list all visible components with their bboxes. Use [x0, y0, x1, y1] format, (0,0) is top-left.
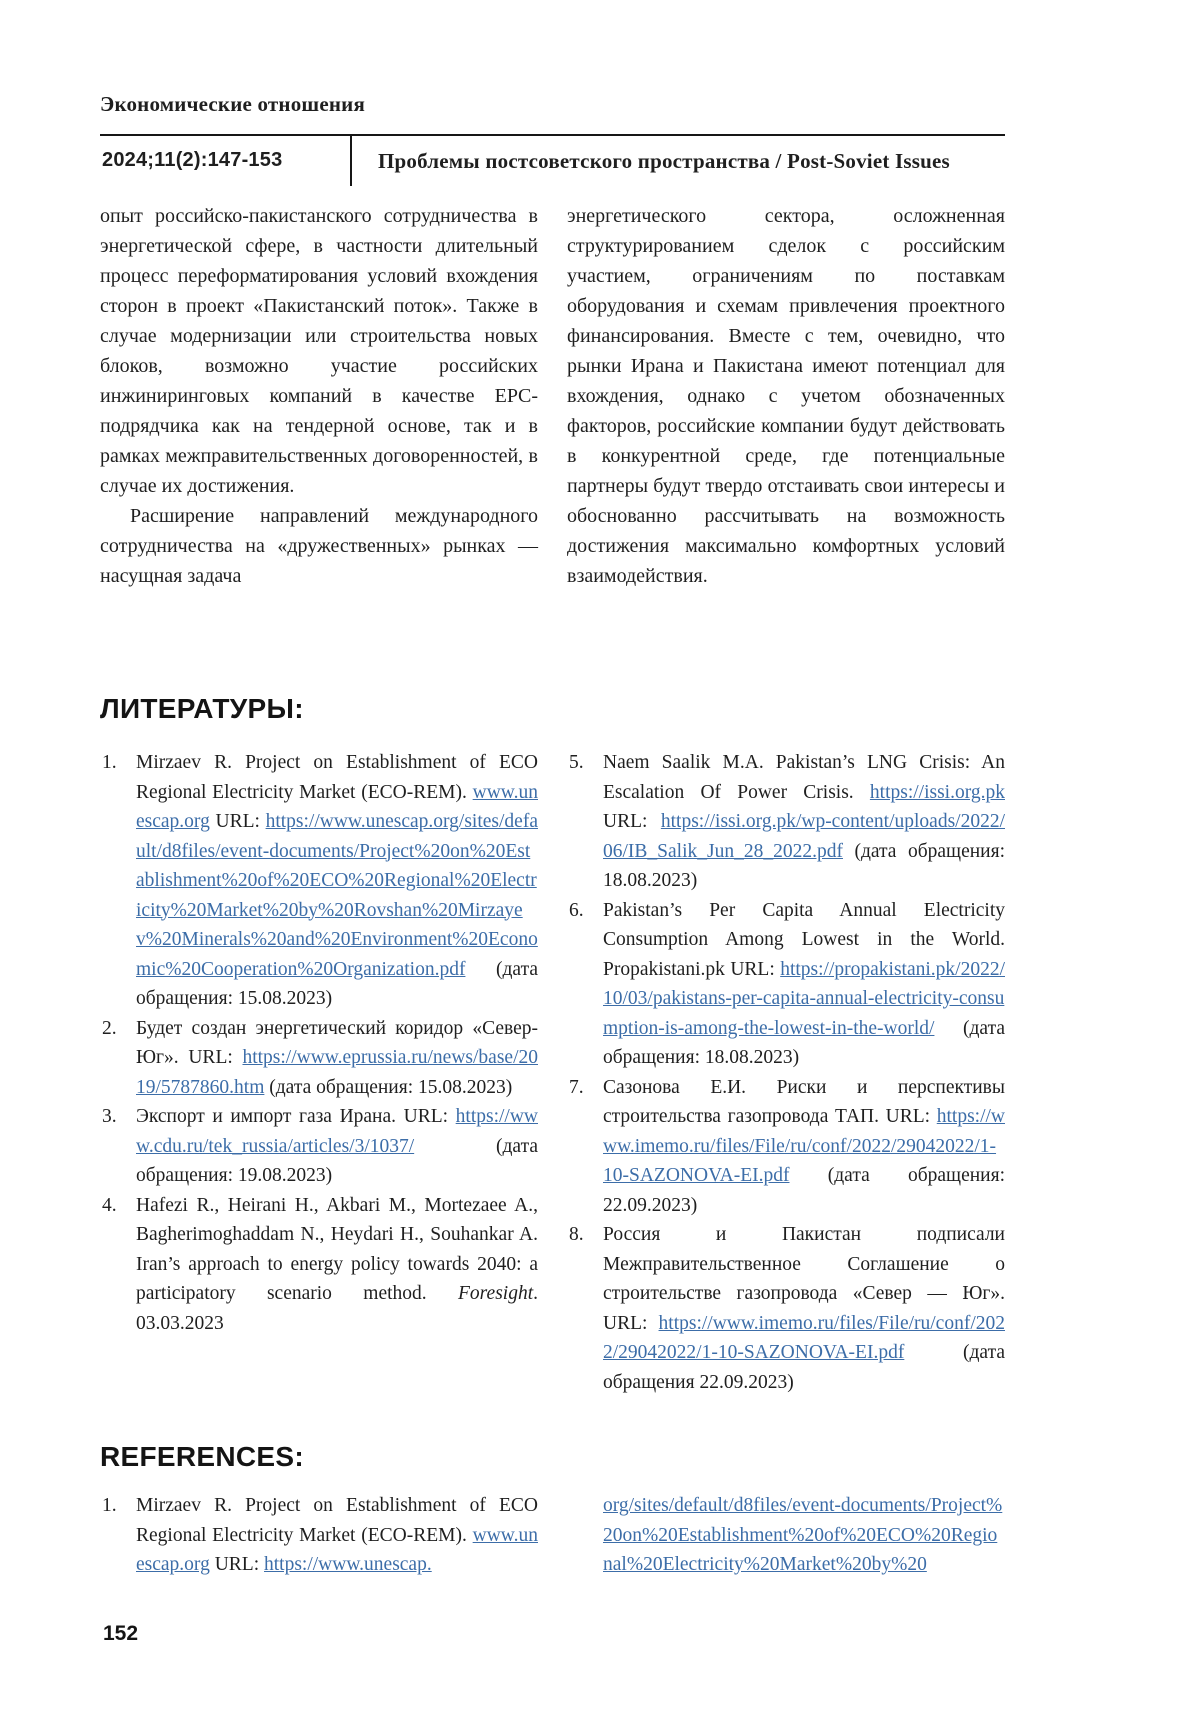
page-number: 152: [103, 1622, 139, 1645]
text-segment: URL:: [603, 811, 661, 832]
reference-link[interactable]: org/sites/default/d8files/event-documents/Project%20on%20Establishment%20of%20ECO%20Regional%20Electricity%20Market%20by%20: [603, 1495, 1003, 1575]
literature-section: [100, 748, 1005, 1397]
reference-link[interactable]: https://www.cdu.ru/tek_russia/articles/3/1037/: [136, 1106, 538, 1157]
text-segment: (дата обращения: 15.08.2023): [264, 1076, 513, 1098]
issue-info: 2024;11(2):147-153: [102, 149, 283, 171]
body-left-column: [100, 201, 538, 591]
reference-link[interactable]: www.unescap.org: [136, 1524, 538, 1575]
text-segment: Сазонова Е.И. Риски и перспективы строительства газопровода ТАП. URL:: [603, 1076, 1005, 1127]
item-text: [603, 1077, 1005, 1216]
page-subtitle: Проблемы постсоветского пространства / Post-Soviet Issues: [378, 149, 950, 173]
italic-text: Foresight: [458, 1283, 534, 1304]
text-segment: URL:: [209, 1554, 264, 1575]
references-right-column: [567, 1491, 1005, 1580]
references-left-column: [100, 1491, 538, 1580]
item-number: 1.: [102, 1495, 117, 1516]
reference-link[interactable]: https://www.imemo.ru/files/File/ru/conf/2022/29042022/1-10-SAZONOVA-EI.pdf: [603, 1106, 1005, 1186]
literature-item-1: [100, 748, 538, 1014]
item-number: 1.: [102, 752, 117, 773]
reference-item-1: [100, 1491, 538, 1580]
text-segment: (дата обращения: 18.08.2023): [603, 1017, 1005, 1068]
text-segment: (дата обращения 22.09.2023): [603, 1342, 1005, 1393]
literature-item-7: [567, 1073, 1005, 1221]
literature-item-6: [567, 896, 1005, 1073]
paragraph: Расширение направлений международного сотрудничества на «дружественных» рынках — насущная задача: [100, 505, 538, 587]
item-number: 6.: [569, 899, 584, 921]
text-segment: Россия и Пакистан подписали Межправительственное Соглашение о строительстве газопровода «Север — Юг». URL:: [603, 1224, 1005, 1334]
text-segment: Будет создан энергетический коридор «Север-Юг». URL:: [136, 1017, 538, 1068]
text-segment: (дата обращения: 22.09.2023): [603, 1165, 1005, 1216]
body-text: [100, 201, 1005, 591]
item-number: 8.: [569, 1224, 584, 1245]
item-number: 5.: [569, 752, 584, 773]
text-segment: Pakistan’s Per Capita Annual Electricity Consumption Among Lowest in the World. Propakistani.pk URL:: [603, 899, 1005, 980]
item-text: [603, 900, 1005, 1069]
references-section: [100, 1491, 1005, 1580]
references-heading: REFERENCES:: [100, 1441, 304, 1472]
text-segment: (дата обращения: 18.08.2023): [603, 840, 1005, 891]
item-text: [603, 752, 1005, 891]
journal-title: Экономические отношения: [100, 92, 366, 116]
literature-list-left: [100, 748, 538, 1338]
text-segment: URL:: [209, 811, 266, 832]
reference-link[interactable]: https://www.eprussia.ru/news/base/2019/5787860.htm: [136, 1047, 538, 1098]
text-segment: Hafezi R., Heirani H., Akbari M., Mortezaee A., Bagherimoghaddam N., Heydari H., Souhankar A. Iran’s approach to energy policy towards 2040: a participatory scenario method.: [136, 1194, 538, 1304]
reference-link[interactable]: www.unescap.org: [136, 781, 538, 832]
literature-item-2: [100, 1014, 538, 1103]
references-list: [100, 1491, 538, 1580]
literature-item-3: [100, 1102, 538, 1191]
paragraph: энергетического сектора, осложненная структурированием сделок с российским участием, ограничениям по поставкам оборудования и схемам привлечения проектного финансирования. Вместе с тем, очевидно, что рынки Ирана и Пакистана имеют потенциал для вхождения, однако с учетом обозначенных факторов, российские компании будут действовать в конкурентной среде, где потенциальные партнеры будут твердо отстаивать свои интересы и обоснованно рассчитывать на возможность достижения максимально комфортных условий взаимодействия.: [567, 205, 1005, 587]
reference-item-1-continuation: [567, 1491, 1005, 1580]
item-number: 3.: [102, 1106, 117, 1127]
reference-link[interactable]: https://www.unescap.org/sites/default/d8files/event-documents/Project%20on%20Establishment%20of%20ECO%20Regional%20Electricity%20Market%20by%20Rovshan%20Mirzayev%20Minerals%20and%20Environment%20Economic%20Cooperation%20Organization.pdf: [136, 811, 538, 980]
item-text: [136, 1195, 538, 1334]
text-segment: Mirzaev R. Project on Establishment of ECO Regional Electricity Market (ECO-REM).: [136, 752, 538, 803]
reference-link[interactable]: https://issi.org.pk/wp-content/uploads/2022/06/IB_Salik_Jun_28_2022.pdf: [603, 811, 1005, 862]
text-segment: (дата обращения: 15.08.2023): [136, 958, 538, 1009]
header-row: [100, 136, 1005, 186]
item-text: [136, 1018, 538, 1098]
item-number: 4.: [102, 1194, 117, 1216]
page-header: [100, 92, 1005, 117]
literature-left-column: [100, 748, 538, 1397]
item-number: 7.: [569, 1076, 584, 1098]
reference-link[interactable]: https://issi.org.pk: [869, 781, 1005, 803]
body-right-column: [567, 201, 1005, 591]
literature-item-8: [567, 1220, 1005, 1397]
paragraph: опыт российско-пакистанского сотрудничества в энергетической сфере, в частности длительный процесс переформатирования условий вхождения сторон в проект «Пакистанский поток». Также в случае модернизации или строительства новых блоков, возможно участие российских инжиниринговых компаний в качестве EPC-подрядчика как на тендерной основе, так и в рамках межправительственных договоренностей, в случае их достижения.: [100, 205, 538, 497]
text-segment: Naem Saalik M.A. Pakistan’s LNG Crisis: An Escalation Of Power Crisis.: [603, 752, 1005, 803]
literature-right-column: [567, 748, 1005, 1397]
reference-link[interactable]: https://propakistani.pk/2022/10/03/pakistans-per-capita-annual-electricity-consumption-is-among-the-lowest-in-the-world/: [603, 958, 1005, 1039]
item-text: [603, 1224, 1005, 1393]
literature-item-4: [100, 1191, 538, 1339]
item-number: 2.: [102, 1017, 117, 1039]
text-segment: Mirzaev R. Project on Establishment of ECO Regional Electricity Market (ECO-REM).: [136, 1495, 538, 1546]
reference-link[interactable]: https://www.imemo.ru/files/File/ru/conf/2022/29042022/1-10-SAZONOVA-EI.pdf: [603, 1312, 1005, 1363]
literature-heading: ЛИТЕРАТУРЫ:: [100, 693, 304, 724]
item-text: [136, 752, 538, 1009]
text-segment: . 03.03.2023: [136, 1283, 538, 1334]
item-text: [136, 1495, 538, 1575]
literature-item-5: [567, 748, 1005, 896]
item-text: [136, 1106, 538, 1186]
reference-link[interactable]: https://www.unescap.: [264, 1554, 432, 1575]
text-segment: Экспорт и импорт газа Ирана. URL:: [136, 1106, 456, 1127]
literature-list-right: [567, 748, 1005, 1397]
text-segment: (дата обращения: 19.08.2023): [136, 1135, 538, 1186]
